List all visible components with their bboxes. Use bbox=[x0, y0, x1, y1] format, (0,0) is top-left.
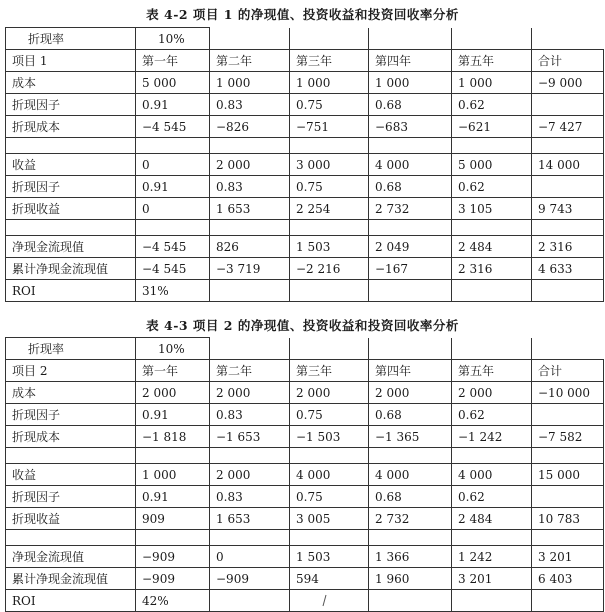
header-cell: 项目 2 bbox=[6, 360, 136, 382]
table-2-caption: 表 4-3 项目 2 的净现值、投资收益和投资回收率分析 bbox=[146, 318, 459, 333]
value-cell bbox=[369, 138, 452, 154]
row-label: 收益 bbox=[6, 464, 136, 486]
value-cell: −4 545 bbox=[136, 236, 210, 258]
value-cell bbox=[452, 530, 532, 546]
value-cell: 0.62 bbox=[452, 94, 532, 116]
value-cell: 2 000 bbox=[136, 382, 210, 404]
value-cell: 1 960 bbox=[369, 568, 452, 590]
value-cell bbox=[210, 530, 290, 546]
value-cell bbox=[290, 220, 369, 236]
value-cell: −4 545 bbox=[136, 258, 210, 280]
value-cell: 826 bbox=[210, 236, 290, 258]
value-cell: 2 000 bbox=[369, 382, 452, 404]
table-2-npv-analysis bbox=[5, 337, 604, 612]
rate-label: 折现率 bbox=[6, 338, 136, 360]
roi-row bbox=[6, 590, 604, 612]
value-cell bbox=[452, 220, 532, 236]
value-cell: 4 633 bbox=[532, 258, 604, 280]
value-cell: 2 254 bbox=[290, 198, 369, 220]
value-cell: 3 000 bbox=[290, 154, 369, 176]
row-label: 折现因子 bbox=[6, 404, 136, 426]
rate-label: 折现率 bbox=[6, 28, 136, 50]
roi-label: ROI bbox=[6, 280, 136, 302]
empty-cell bbox=[532, 338, 604, 360]
empty-cell bbox=[452, 590, 532, 612]
header-cell: 第二年 bbox=[210, 360, 290, 382]
value-cell: 1 000 bbox=[290, 72, 369, 94]
value-cell: 2 000 bbox=[290, 382, 369, 404]
header-cell: 项目 1 bbox=[6, 50, 136, 72]
value-cell bbox=[532, 176, 604, 198]
table-row bbox=[6, 568, 604, 590]
rate-value: 10% bbox=[136, 338, 210, 360]
value-cell: 4 000 bbox=[369, 464, 452, 486]
value-cell: 0 bbox=[136, 198, 210, 220]
value-cell: −1 818 bbox=[136, 426, 210, 448]
value-cell: 0.62 bbox=[452, 176, 532, 198]
value-cell bbox=[369, 530, 452, 546]
value-cell: 2 484 bbox=[452, 508, 532, 530]
value-cell bbox=[452, 138, 532, 154]
value-cell: 5 000 bbox=[452, 154, 532, 176]
value-cell: −909 bbox=[136, 546, 210, 568]
row-label: 收益 bbox=[6, 154, 136, 176]
table-row bbox=[6, 426, 604, 448]
empty-cell bbox=[369, 338, 452, 360]
table-row bbox=[6, 198, 604, 220]
value-cell: 1 000 bbox=[136, 464, 210, 486]
value-cell bbox=[452, 448, 532, 464]
value-cell bbox=[290, 448, 369, 464]
value-cell: 15 000 bbox=[532, 464, 604, 486]
value-cell: 2 484 bbox=[452, 236, 532, 258]
value-cell: −621 bbox=[452, 116, 532, 138]
empty-cell bbox=[290, 280, 369, 302]
value-cell bbox=[136, 448, 210, 464]
header-row bbox=[6, 50, 604, 72]
row-label: 折现收益 bbox=[6, 508, 136, 530]
value-cell: −683 bbox=[369, 116, 452, 138]
header-cell: 第二年 bbox=[210, 50, 290, 72]
empty-cell bbox=[369, 280, 452, 302]
table-row bbox=[6, 486, 604, 508]
value-cell: −1 503 bbox=[290, 426, 369, 448]
row-label bbox=[6, 530, 136, 546]
value-cell: 0.91 bbox=[136, 176, 210, 198]
value-cell: 1 242 bbox=[452, 546, 532, 568]
row-label: 成本 bbox=[6, 382, 136, 404]
row-label: 折现因子 bbox=[6, 176, 136, 198]
value-cell: 0.91 bbox=[136, 486, 210, 508]
table-row bbox=[6, 116, 604, 138]
value-cell: 10 783 bbox=[532, 508, 604, 530]
value-cell: 1 000 bbox=[210, 72, 290, 94]
empty-cell bbox=[369, 590, 452, 612]
value-cell: −10 000 bbox=[532, 382, 604, 404]
row-label: 折现因子 bbox=[6, 94, 136, 116]
table-row bbox=[6, 508, 604, 530]
value-cell: 0.68 bbox=[369, 404, 452, 426]
value-cell: 2 049 bbox=[369, 236, 452, 258]
table-1-body bbox=[6, 28, 604, 302]
value-cell bbox=[532, 486, 604, 508]
header-cell: 第五年 bbox=[452, 360, 532, 382]
header-cell: 第四年 bbox=[369, 50, 452, 72]
value-cell bbox=[532, 220, 604, 236]
spacer-row bbox=[6, 530, 604, 546]
value-cell: −909 bbox=[210, 568, 290, 590]
value-cell bbox=[290, 530, 369, 546]
value-cell bbox=[210, 138, 290, 154]
value-cell: 0.83 bbox=[210, 94, 290, 116]
value-cell bbox=[532, 404, 604, 426]
value-cell: −9 000 bbox=[532, 72, 604, 94]
value-cell: 3 105 bbox=[452, 198, 532, 220]
value-cell: −2 216 bbox=[290, 258, 369, 280]
value-cell bbox=[532, 530, 604, 546]
value-cell: 1 503 bbox=[290, 546, 369, 568]
roi-label: ROI bbox=[6, 590, 136, 612]
spacer-row bbox=[6, 138, 604, 154]
value-cell: 0 bbox=[136, 154, 210, 176]
rate-row bbox=[6, 338, 604, 360]
value-cell bbox=[532, 138, 604, 154]
value-cell: 3 201 bbox=[532, 546, 604, 568]
value-cell: 0.83 bbox=[210, 176, 290, 198]
value-cell: 0.75 bbox=[290, 486, 369, 508]
row-label: 折现成本 bbox=[6, 426, 136, 448]
table-row bbox=[6, 546, 604, 568]
header-cell: 第四年 bbox=[369, 360, 452, 382]
empty-cell bbox=[532, 28, 604, 50]
value-cell: 0.75 bbox=[290, 176, 369, 198]
value-cell: −3 719 bbox=[210, 258, 290, 280]
table-row bbox=[6, 382, 604, 404]
spacer-row bbox=[6, 448, 604, 464]
row-label bbox=[6, 448, 136, 464]
row-label: 折现因子 bbox=[6, 486, 136, 508]
empty-cell bbox=[210, 338, 290, 360]
empty-cell bbox=[452, 338, 532, 360]
value-cell: 4 000 bbox=[290, 464, 369, 486]
table-row bbox=[6, 236, 604, 258]
table-row bbox=[6, 404, 604, 426]
value-cell bbox=[532, 448, 604, 464]
value-cell: −1 242 bbox=[452, 426, 532, 448]
value-cell: 0.62 bbox=[452, 486, 532, 508]
value-cell: 0.68 bbox=[369, 486, 452, 508]
header-cell: 第一年 bbox=[136, 50, 210, 72]
value-cell: −7 427 bbox=[532, 116, 604, 138]
roi-value: 42% bbox=[136, 590, 210, 612]
value-cell: 0.83 bbox=[210, 404, 290, 426]
value-cell: 6 403 bbox=[532, 568, 604, 590]
value-cell: −1 365 bbox=[369, 426, 452, 448]
value-cell: 2 316 bbox=[452, 258, 532, 280]
value-cell: 0.83 bbox=[210, 486, 290, 508]
value-cell bbox=[136, 220, 210, 236]
header-cell: 第三年 bbox=[290, 360, 369, 382]
value-cell: 0.68 bbox=[369, 94, 452, 116]
header-cell: 合计 bbox=[532, 360, 604, 382]
value-cell: 594 bbox=[290, 568, 369, 590]
value-cell: 0.91 bbox=[136, 404, 210, 426]
value-cell: 1 503 bbox=[290, 236, 369, 258]
spacer-row bbox=[6, 220, 604, 236]
value-cell bbox=[210, 448, 290, 464]
empty-cell bbox=[210, 280, 290, 302]
value-cell: 2 316 bbox=[532, 236, 604, 258]
value-cell bbox=[369, 448, 452, 464]
table-1-caption: 表 4-2 项目 1 的净现值、投资收益和投资回收率分析 bbox=[146, 7, 459, 22]
value-cell: 2 000 bbox=[452, 382, 532, 404]
value-cell: 2 000 bbox=[210, 382, 290, 404]
value-cell: −167 bbox=[369, 258, 452, 280]
value-cell: 9 743 bbox=[532, 198, 604, 220]
value-cell: −7 582 bbox=[532, 426, 604, 448]
row-label: 累计净现金流现值 bbox=[6, 568, 136, 590]
value-cell: 2 000 bbox=[210, 464, 290, 486]
value-cell: 1 000 bbox=[369, 72, 452, 94]
empty-cell bbox=[290, 338, 369, 360]
value-cell: 3 005 bbox=[290, 508, 369, 530]
value-cell: 2 000 bbox=[210, 154, 290, 176]
roi-value: 31% bbox=[136, 280, 210, 302]
table-2-body bbox=[6, 338, 604, 612]
value-cell: 5 000 bbox=[136, 72, 210, 94]
value-cell: 909 bbox=[136, 508, 210, 530]
row-label bbox=[6, 220, 136, 236]
empty-cell bbox=[290, 28, 369, 50]
value-cell: −826 bbox=[210, 116, 290, 138]
value-cell: 1 000 bbox=[452, 72, 532, 94]
empty-cell bbox=[452, 280, 532, 302]
table-row bbox=[6, 464, 604, 486]
table-row bbox=[6, 72, 604, 94]
table-1-npv-analysis bbox=[5, 27, 604, 302]
row-label: 折现成本 bbox=[6, 116, 136, 138]
table-row bbox=[6, 176, 604, 198]
value-cell: −909 bbox=[136, 568, 210, 590]
table-row bbox=[6, 94, 604, 116]
value-cell bbox=[136, 138, 210, 154]
header-cell: 第五年 bbox=[452, 50, 532, 72]
empty-cell bbox=[210, 590, 290, 612]
row-label bbox=[6, 138, 136, 154]
value-cell bbox=[136, 530, 210, 546]
header-cell: 合计 bbox=[532, 50, 604, 72]
value-cell bbox=[290, 138, 369, 154]
value-cell: 14 000 bbox=[532, 154, 604, 176]
value-cell: 1 366 bbox=[369, 546, 452, 568]
header-cell: 第三年 bbox=[290, 50, 369, 72]
value-cell: 3 201 bbox=[452, 568, 532, 590]
empty-cell bbox=[369, 28, 452, 50]
row-label: 折现收益 bbox=[6, 198, 136, 220]
rate-value: 10% bbox=[136, 28, 210, 50]
value-cell: 0.91 bbox=[136, 94, 210, 116]
value-cell bbox=[210, 220, 290, 236]
value-cell: −751 bbox=[290, 116, 369, 138]
value-cell: −1 653 bbox=[210, 426, 290, 448]
empty-cell bbox=[532, 280, 604, 302]
empty-cell bbox=[452, 28, 532, 50]
value-cell: 2 732 bbox=[369, 198, 452, 220]
header-cell: 第一年 bbox=[136, 360, 210, 382]
table-row bbox=[6, 258, 604, 280]
value-cell: 4 000 bbox=[452, 464, 532, 486]
value-cell: −4 545 bbox=[136, 116, 210, 138]
row-label: 净现金流现值 bbox=[6, 546, 136, 568]
empty-cell bbox=[210, 28, 290, 50]
value-cell: 4 000 bbox=[369, 154, 452, 176]
value-cell: 1 653 bbox=[210, 198, 290, 220]
row-label: 成本 bbox=[6, 72, 136, 94]
value-cell bbox=[369, 220, 452, 236]
row-label: 累计净现金流现值 bbox=[6, 258, 136, 280]
roi-row bbox=[6, 280, 604, 302]
row-label: 净现金流现值 bbox=[6, 236, 136, 258]
rate-row bbox=[6, 28, 604, 50]
value-cell: 0 bbox=[210, 546, 290, 568]
value-cell: 0.62 bbox=[452, 404, 532, 426]
pen-mark-icon bbox=[318, 594, 332, 608]
table-row bbox=[6, 154, 604, 176]
value-cell: 0.68 bbox=[369, 176, 452, 198]
header-row bbox=[6, 360, 604, 382]
value-cell: 0.75 bbox=[290, 404, 369, 426]
value-cell bbox=[532, 94, 604, 116]
empty-cell bbox=[532, 590, 604, 612]
value-cell: 2 732 bbox=[369, 508, 452, 530]
value-cell: 1 653 bbox=[210, 508, 290, 530]
value-cell: 0.75 bbox=[290, 94, 369, 116]
